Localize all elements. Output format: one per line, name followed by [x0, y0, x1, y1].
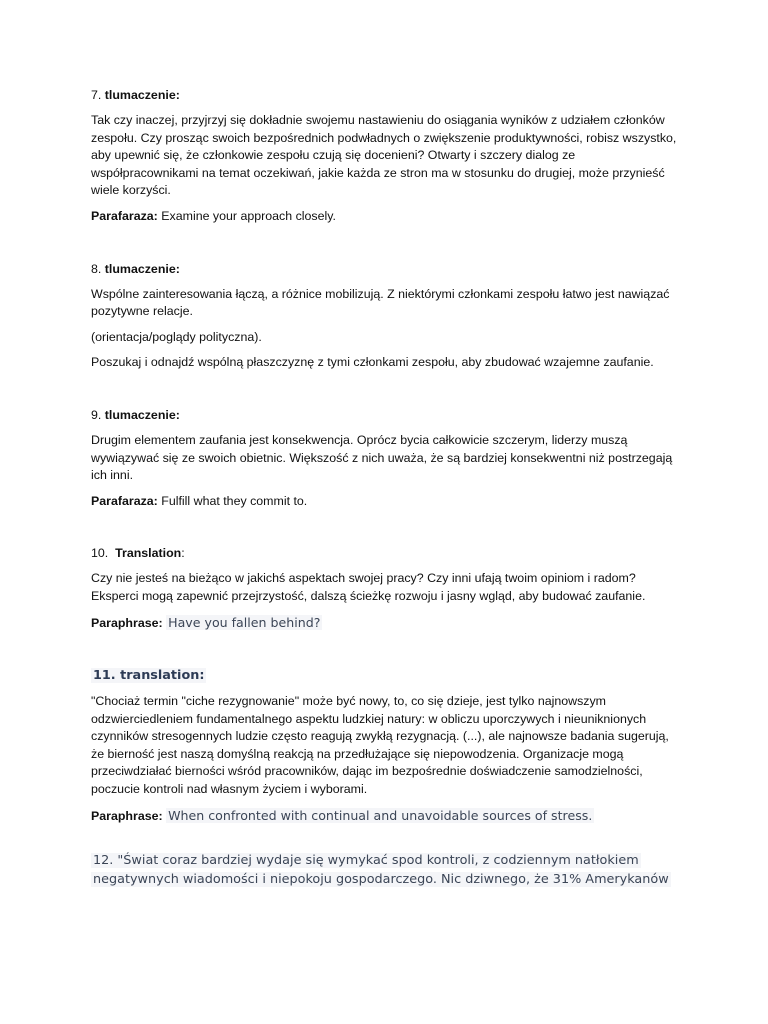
paraphrase-label: Paraphrase: [91, 615, 163, 630]
paraphrase-text: Fulfill what they commit to. [161, 493, 308, 508]
section-10 [91, 544, 681, 632]
section-title: Translation [115, 546, 182, 561]
paraphrase-line [91, 493, 681, 511]
section-heading [91, 406, 681, 424]
section-12 [91, 851, 681, 889]
section-paragraph: (orientacja/poglądy polityczna). [91, 329, 262, 344]
section-paragraph: Czy nie jesteś na bieżąco w jakichś aspektach swojej pracy? Czy inni ufają twoim opiniom i radom? Eksperci mogą zapewnić przejrzystość, dalszą ścieżkę rozwoju i jasny wgląd, aby budować zaufanie. [91, 571, 646, 603]
paraphrase-label: Parafaraza: [91, 493, 158, 508]
section-title: tlumaczenie: [104, 261, 180, 276]
section-title-suffix: : [181, 546, 185, 561]
section-heading [91, 260, 681, 278]
section-12-text: 12. "Świat coraz bardziej wydaje się wymykać spod kontroli, z codziennym natłokiem negatywnych wiadomości i niepokoju gospodarczego. Nic dziwnego, że 31% Amerykanów [93, 853, 669, 888]
section-paragraph: Tak czy inaczej, przyjrzyj się dokładnie swojemu nastawieniu do osiągania wyników z udziałem członków zespołu. Czy prosząc swoich bezpośrednich podwładnych o zwiększenie produktywności, robisz wszystko, aby upewnić się, że członkowie zespołu czują się docenieni? Otwarty i szczery dialog ze współpracownikami na temat oczekiwań, jakie każda ze stron ma w stosunku do drugiej, może przynieść wiele korzyści. [91, 113, 677, 198]
section-number: 10. [91, 546, 109, 561]
document-page [91, 86, 681, 889]
section-number: 7. [91, 88, 102, 102]
section-7 [91, 86, 681, 226]
section-paragraph: Wspólne zainteresowania łączą, a różnice mobilizują. Z niektórymi członkami zespołu łatwo jest nawiązać pozytywne relacje. [91, 286, 670, 319]
section-9 [91, 406, 681, 510]
section-heading [91, 544, 681, 562]
paraphrase-line [91, 614, 681, 633]
section-title: tlumaczenie: [104, 407, 180, 422]
section-title: tlumaczenie: [104, 88, 180, 102]
section-paragraph: "Chociaż termin "ciche rezygnowanie" może być nowy, to, co się dzieje, jest tylko najnowszym odzwierciedleniem fundamentalnego aspektu ludzkiej natury: w obliczu uporczywych i nieuniknionych czynników stresogennych ludzie często reagują zwykłą rezygnacją. (...), ale najnowsze badania sugerują, że bierność jest naszą domyślną reakcją na przedłużające się niepowodzenia. Organizacje mogą przeciwdziałać bierności wśród pracowników, dając im bezpośrednie doświadczenie samodzielności, poczucie kontroli nad własnym życiem i wyborami. [91, 694, 669, 797]
section-paragraph [91, 851, 681, 889]
paraphrase-line [91, 208, 681, 226]
section-8 [91, 260, 681, 372]
section-number: 8. [91, 261, 102, 276]
section-number: 9. [91, 407, 102, 422]
section-paragraph: Poszukaj i odnajdź wspólną płaszczyznę z tymi członkami zespołu, aby zbudować wzajemne zaufanie. [91, 355, 654, 370]
section-heading [91, 666, 681, 685]
paraphrase-label: Parafaraza: [91, 208, 158, 223]
section-heading [91, 86, 681, 104]
section-title: 11. translation: [93, 668, 205, 684]
section-paragraph: Drugim elementem zaufania jest konsekwencja. Oprócz bycia całkowicie szczerym, liderzy muszą wywiązywać się ze swoich obietnic. Większość z nich uważa, że są bardziej konsekwentni niż postrzegają ich inni. [91, 432, 673, 483]
paraphrase-text: When confronted with continual and unavoidable sources of stress. [168, 807, 593, 823]
paraphrase-line [91, 807, 681, 826]
section-11 [91, 666, 681, 825]
paraphrase-label: Paraphrase: [91, 808, 163, 823]
paraphrase-text: Examine your approach closely. [161, 208, 336, 223]
paraphrase-text: Have you fallen behind? [168, 614, 321, 630]
